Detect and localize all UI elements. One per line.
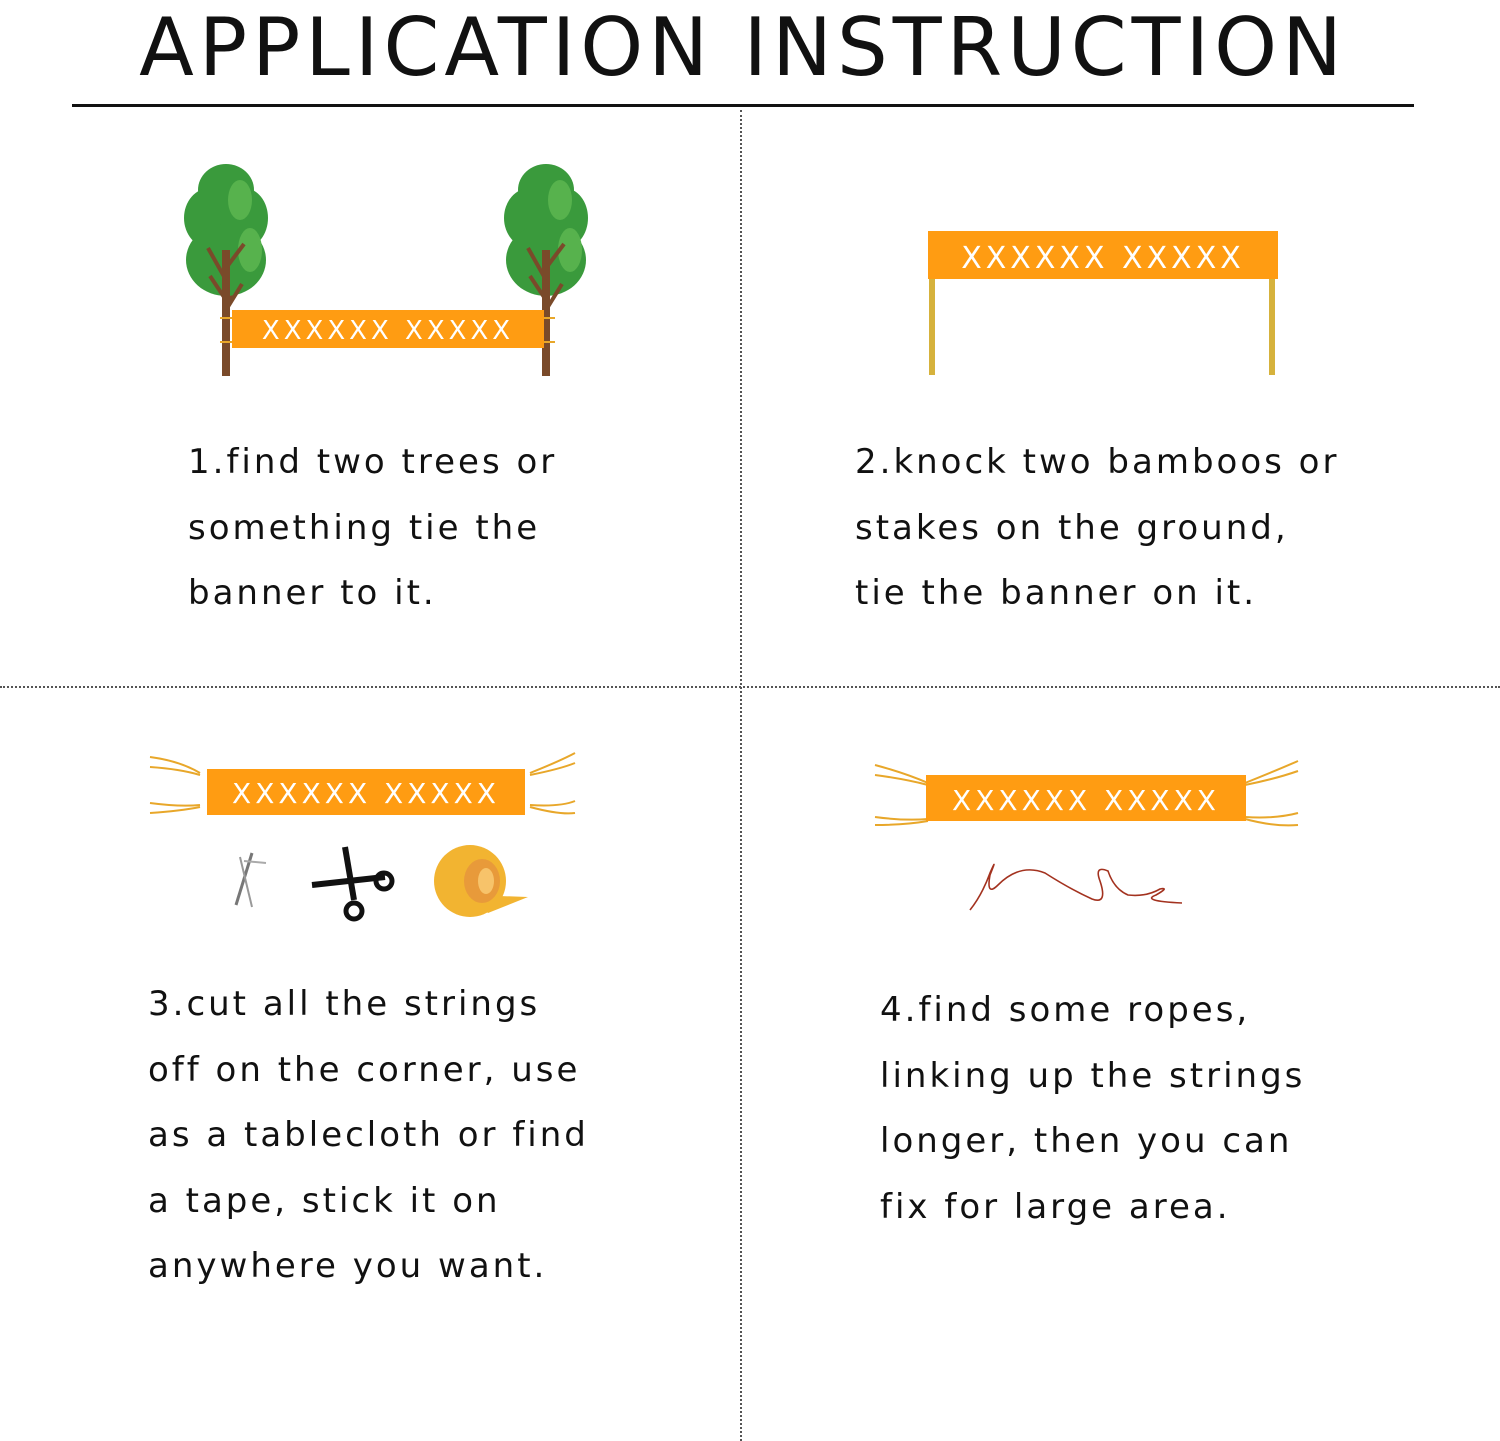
step-2-text: 2.knock two bamboos or stakes on the ground, tie the banner on it. <box>855 442 1340 613</box>
banner-icon <box>928 231 1278 279</box>
page-title: APPLICATION INSTRUCTION <box>139 1 1347 94</box>
step-2-illustration <box>920 225 1290 380</box>
rope-icon <box>970 864 1182 910</box>
banner-icon <box>207 769 525 815</box>
banner-text: XXXXXX XXXXX <box>961 241 1245 276</box>
banner-text: XXXXXX XXXXX <box>952 784 1220 817</box>
step-3-text: 3.cut all the strings off on the corner, use as a tablecloth or find a tape, stick it on anywhere you want. <box>148 984 589 1286</box>
vertical-divider <box>740 110 742 1441</box>
step-4-illustration <box>870 755 1310 920</box>
scissors-icon <box>312 847 392 919</box>
title-underline <box>72 104 1414 107</box>
banner-text: XXXXXX XXXXX <box>261 316 515 346</box>
step-4-text: 4.find some ropes, linking up the strings longer, then you can fix for large area. <box>880 990 1306 1227</box>
bamboo-icon <box>929 275 935 375</box>
bamboo-icon <box>1269 275 1275 375</box>
horizontal-divider <box>0 686 1500 688</box>
step-3-illustration <box>140 745 600 935</box>
banner-icon <box>232 310 544 348</box>
tape-icon <box>434 845 528 917</box>
banner-icon <box>926 775 1246 821</box>
step-1-illustration <box>170 160 610 380</box>
needle-icon <box>236 853 266 907</box>
banner-text: XXXXXX XXXXX <box>232 777 500 810</box>
step-1-text: 1.find two trees or something tie the banner to it. <box>188 442 558 613</box>
